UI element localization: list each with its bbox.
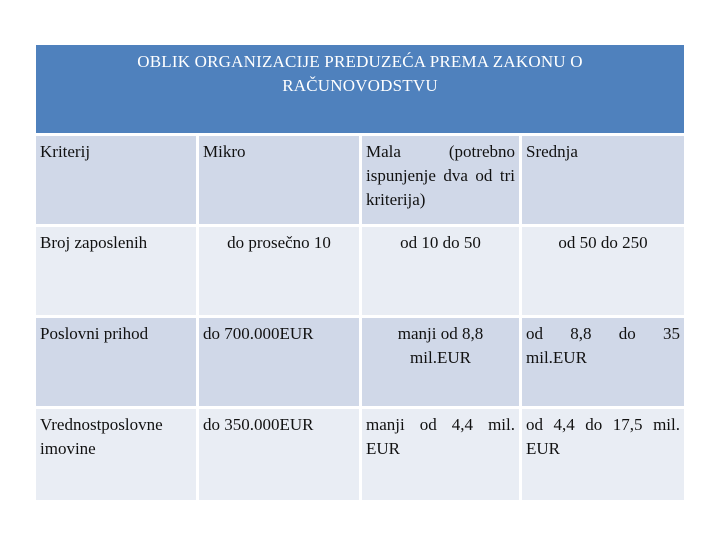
row-assets-criterion: Vrednostposlovne imovine (36, 409, 196, 500)
table-title-line-2: RAČUNOVODSTVU (282, 76, 438, 95)
header-small: Mala (potrebno ispunjenje dva od tri kriterija) (362, 136, 519, 224)
row-employees-criterion: Broj zaposlenih (36, 227, 196, 315)
row-employees-micro: do prosečno 10 (199, 227, 359, 315)
row-revenue-micro: do 700.000EUR (199, 318, 359, 406)
header-micro: Mikro (199, 136, 359, 224)
organization-form-table (36, 45, 684, 500)
row-assets-micro: do 350.000EUR (199, 409, 359, 500)
row-assets-medium: od 4,4 do 17,5 mil. EUR (522, 409, 684, 500)
row-revenue-small: manji od 8,8 mil.EUR (362, 318, 519, 406)
row-revenue-criterion: Poslovni prihod (36, 318, 196, 406)
row-employees-small: od 10 do 50 (362, 227, 519, 315)
table-title-line-1: OBLIK ORGANIZACIJE PREDUZEĆA PREMA ZAKONU O (137, 52, 583, 71)
table-title (36, 45, 684, 133)
row-revenue-medium-line-1: od 8,8 do 35 (526, 324, 680, 343)
row-assets-small: manji od 4,4 mil. EUR (362, 409, 519, 500)
row-employees-medium: od 50 do 250 (522, 227, 684, 315)
row-revenue-medium-line-2: mil.EUR (526, 348, 587, 367)
header-criterion: Kriterij (36, 136, 196, 224)
row-revenue-medium (522, 318, 684, 406)
header-medium: Srednja (522, 136, 684, 224)
